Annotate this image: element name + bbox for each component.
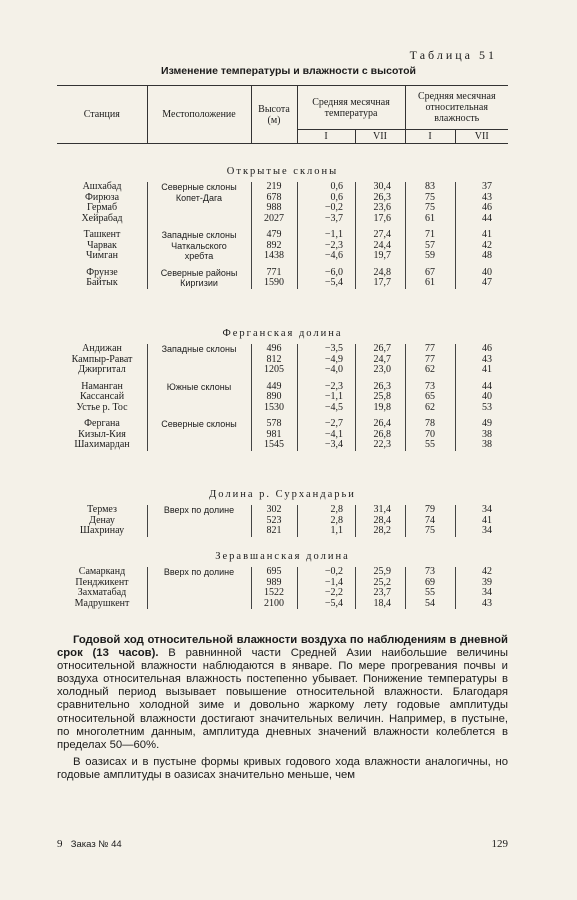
column-rule (455, 182, 456, 289)
table-title: Изменение температуры и влажности с высотой (161, 65, 416, 77)
paragraph-1 (57, 634, 508, 752)
cell-temp-jul: 28,2 (373, 525, 391, 536)
cell-location: Северные районы (160, 267, 238, 278)
cell-hum-jan: 69 (425, 576, 435, 588)
cell-temp-jul: 25,8 (373, 391, 391, 402)
column-rule (455, 344, 456, 451)
cell-height: 496 (266, 343, 282, 354)
cell-temp-jan: −1,1 (324, 229, 343, 240)
header-temperature: Средняя месячная температура (297, 86, 405, 130)
cell-station: Самарканд (78, 566, 126, 577)
cell-temp-jan: −2,7 (324, 418, 343, 429)
cell-height: 981 (266, 428, 282, 440)
cell-location (147, 526, 251, 537)
cell-temp-jan: −4,1 (324, 428, 343, 440)
cell-station: Гермаб (86, 202, 118, 213)
table-row (57, 403, 508, 414)
cell-temp-jul: 17,6 (373, 212, 391, 224)
cell-hum-jan: 83 (425, 181, 435, 192)
cell-hum-jul: 34 (482, 587, 492, 598)
cell-temp-jul: 28,4 (373, 514, 391, 526)
cell-height: 988 (266, 202, 282, 213)
cell-temp-jan: −4,6 (324, 250, 343, 261)
column-rule (355, 505, 356, 537)
cell-location (147, 392, 251, 403)
cell-height: 449 (266, 380, 282, 392)
table-row (57, 344, 508, 355)
cell-temp-jul: 27,4 (373, 229, 391, 240)
cell-temp-jan: −5,4 (324, 277, 343, 288)
cell-temp-jul: 25,9 (373, 566, 391, 577)
column-rule (297, 182, 298, 289)
cell-hum-jul: 40 (482, 391, 492, 402)
column-rule (405, 505, 406, 537)
cell-location (147, 578, 251, 589)
cell-height: 1522 (264, 587, 284, 598)
cell-temp-jan: −0,2 (324, 566, 343, 577)
cell-location (147, 516, 251, 527)
cell-hum-jul: 41 (482, 364, 492, 375)
cell-location: Вверх по долине (163, 505, 235, 515)
column-rule (251, 182, 252, 289)
cell-temp-jan: −5,4 (324, 597, 343, 609)
cell-station: Фирюза (84, 191, 120, 203)
cell-station: Андижан (82, 343, 122, 354)
cell-temp-jan: −2,2 (324, 587, 343, 598)
cell-hum-jan: 73 (425, 566, 435, 577)
cell-temp-jan: 2,8 (330, 504, 343, 515)
cell-temp-jan: −1,1 (324, 391, 343, 402)
cell-hum-jul: 41 (482, 514, 492, 526)
cell-temp-jan: 2,8 (330, 514, 343, 526)
cell-hum-jan: 77 (425, 343, 435, 354)
cell-height: 2027 (264, 212, 284, 224)
table-row (57, 230, 508, 241)
cell-temp-jan: −0,2 (324, 202, 343, 213)
cell-height: 771 (266, 266, 282, 278)
cell-temp-jul: 26,4 (373, 418, 391, 429)
cell-hum-jul: 46 (482, 202, 492, 213)
cell-hum-jul: 44 (482, 380, 492, 392)
table-section (57, 488, 508, 537)
cell-station: Наманган (81, 380, 123, 392)
paragraph-1-text: В равнинной части Средней Азии наибольшие величины относительной влажности наблюдаются в январе. По мере прогревания почвы и воздуха относительная влажность постепенно убывает. Понижение температуры в холодный период вызывает повышение относительной влажности. Благодаря сравнительно холодной зиме и довольно жаркому лету годовые амплитуды относительной влажности достигают значительных величин. Например, в пустыне, по многолетним данным, амплитуда дневных значений влажности колеблется в пределах 50—60%. (57, 647, 508, 751)
table-section (57, 327, 508, 451)
table-row (57, 278, 508, 289)
cell-hum-jan: 54 (425, 597, 435, 609)
cell-hum-jul: 41 (482, 229, 492, 240)
cell-hum-jul: 43 (482, 191, 492, 203)
cell-height: 523 (266, 514, 282, 526)
cell-hum-jan: 75 (425, 191, 435, 203)
cell-hum-jan: 62 (425, 401, 435, 413)
cell-height: 1438 (264, 250, 284, 261)
cell-location: Северные склоны (161, 419, 237, 429)
cell-temp-jan: −3,5 (324, 343, 343, 354)
cell-location (147, 430, 251, 441)
cell-station: Устье р. Тос (76, 401, 128, 413)
column-rule (147, 505, 148, 537)
cell-location (147, 203, 251, 214)
header-hum-jul: VII (455, 130, 508, 144)
header-temp-jan: I (297, 130, 355, 144)
table-section (57, 550, 508, 609)
cell-hum-jan: 71 (425, 229, 435, 240)
cell-height: 678 (266, 191, 282, 203)
header-hum-jan: I (405, 130, 455, 144)
cell-hum-jul: 42 (482, 566, 492, 577)
cell-location (147, 214, 251, 225)
cell-hum-jul: 48 (482, 250, 492, 261)
cell-temp-jul: 25,2 (373, 576, 391, 588)
cell-height: 2100 (264, 597, 284, 609)
header-humidity: Средняя месячная относительная влажность (405, 86, 508, 130)
cell-station: Ашхабад (82, 181, 122, 192)
table-row (57, 419, 508, 430)
cell-temp-jul: 24,4 (373, 239, 391, 251)
table-row (57, 440, 508, 451)
section-title: Открытые склоны (226, 166, 339, 177)
cell-hum-jan: 55 (425, 587, 435, 598)
cell-hum-jul: 44 (482, 212, 492, 224)
cell-location: Южные склоны (166, 381, 232, 392)
cell-temp-jan: −6,0 (324, 266, 343, 278)
cell-temp-jul: 26,3 (373, 191, 391, 203)
table-row (57, 599, 508, 610)
table-row (57, 505, 508, 516)
cell-hum-jan: 59 (425, 250, 435, 261)
cell-station: Пенджикент (75, 576, 129, 588)
cell-location (147, 355, 251, 366)
table-row (57, 588, 508, 599)
table-header (57, 85, 508, 144)
cell-station: Чимган (85, 250, 119, 261)
cell-location: Чаткальского (171, 240, 227, 251)
cell-hum-jan: 77 (425, 353, 435, 365)
header-temp-jul: VII (355, 130, 405, 144)
column-rule (251, 567, 252, 609)
cell-height: 989 (266, 576, 282, 588)
column-rule (455, 505, 456, 537)
cell-location: Вверх по долине (163, 567, 235, 577)
cell-station: Денау (89, 514, 115, 526)
header-location: Местоположение (147, 86, 251, 144)
cell-station: Кизыл-Кия (78, 428, 126, 440)
table-section (57, 165, 508, 289)
column-rule (297, 567, 298, 609)
cell-location: Копет-Дага (175, 192, 223, 203)
cell-station: Байтык (86, 277, 118, 288)
cell-hum-jul: 34 (482, 525, 492, 536)
cell-hum-jan: 67 (425, 266, 435, 278)
cell-hum-jul: 37 (482, 181, 492, 192)
cell-station: Шахринау (79, 525, 125, 536)
cell-location (147, 588, 251, 599)
cell-hum-jul: 43 (482, 353, 492, 365)
cell-hum-jul: 40 (482, 266, 492, 278)
table-row (57, 392, 508, 403)
cell-hum-jan: 57 (425, 239, 435, 251)
cell-location: Киргизии (180, 278, 218, 288)
cell-temp-jan: −3,4 (324, 439, 343, 450)
cell-hum-jan: 62 (425, 364, 435, 375)
page-footer (57, 838, 508, 850)
cell-hum-jul: 34 (482, 504, 492, 515)
cell-height: 812 (266, 353, 282, 365)
cell-temp-jul: 23,0 (373, 364, 391, 375)
cell-location (147, 403, 251, 414)
header-station: Станция (57, 86, 147, 144)
cell-station: Кампыр-Рават (71, 353, 133, 365)
cell-temp-jan: 1,1 (330, 525, 343, 536)
table-row (57, 516, 508, 527)
cell-location: Западные склоны (161, 230, 237, 240)
column-rule (297, 505, 298, 537)
cell-station: Мадрушкент (74, 597, 130, 609)
header-height: Высота (м) (251, 86, 297, 144)
cell-hum-jul: 43 (482, 597, 492, 609)
cell-height: 1545 (264, 439, 284, 450)
cell-temp-jul: 30,4 (373, 181, 391, 192)
cell-hum-jan: 70 (425, 428, 435, 440)
cell-height: 821 (266, 525, 282, 536)
cell-hum-jan: 74 (425, 514, 435, 526)
cell-location (147, 599, 251, 610)
cell-temp-jul: 23,6 (373, 202, 391, 213)
cell-temp-jan: −2,3 (324, 239, 343, 251)
cell-temp-jul: 26,3 (373, 380, 391, 392)
cell-station: Фергана (84, 418, 120, 429)
cell-location (147, 440, 251, 451)
table-row (57, 382, 508, 393)
cell-temp-jan: −4,0 (324, 364, 343, 375)
cell-station: Джиргитал (78, 364, 126, 375)
cell-hum-jan: 73 (425, 380, 435, 392)
cell-hum-jul: 46 (482, 343, 492, 354)
column-rule (147, 567, 148, 609)
cell-temp-jan: −4,9 (324, 353, 343, 365)
cell-hum-jul: 49 (482, 418, 492, 429)
cell-location (147, 365, 251, 376)
cell-temp-jul: 19,7 (373, 250, 391, 261)
table-row (57, 193, 508, 204)
cell-hum-jan: 78 (425, 418, 435, 429)
section-title: Долина р. Сурхандарьи (209, 489, 356, 500)
cell-location: хребта (184, 251, 214, 261)
cell-temp-jul: 22,3 (373, 439, 391, 450)
table-row (57, 214, 508, 225)
body-text (57, 634, 508, 782)
cell-hum-jul: 39 (482, 576, 492, 588)
cell-temp-jul: 24,7 (373, 353, 391, 365)
section-title: Ферганская долина (222, 328, 343, 339)
table-row (57, 526, 508, 537)
column-rule (405, 567, 406, 609)
cell-height: 302 (266, 504, 282, 515)
column-rule (251, 505, 252, 537)
cell-height: 578 (266, 418, 282, 429)
cell-height: 1590 (264, 277, 284, 288)
cell-height: 219 (266, 181, 282, 192)
cell-hum-jul: 38 (482, 439, 492, 450)
cell-height: 479 (266, 229, 282, 240)
cell-temp-jan: −1,4 (324, 576, 343, 588)
cell-temp-jul: 26,8 (373, 428, 391, 440)
cell-height: 890 (266, 391, 282, 402)
cell-hum-jul: 42 (482, 239, 492, 251)
cell-height: 1205 (264, 364, 284, 375)
cell-temp-jan: −4,5 (324, 401, 343, 413)
page-number: 129 (491, 838, 508, 850)
column-rule (147, 182, 148, 289)
table-row (57, 251, 508, 262)
cell-temp-jan: −3,7 (324, 212, 343, 224)
cell-temp-jan: 0,6 (330, 181, 343, 192)
cell-location: Северные склоны (161, 182, 237, 192)
cell-height: 695 (266, 566, 282, 577)
cell-station: Шахимардан (74, 439, 130, 450)
footer-signature: 9 Заказ № 44 (57, 838, 122, 850)
cell-hum-jan: 55 (425, 439, 435, 450)
cell-station: Захматабад (77, 587, 127, 598)
cell-hum-jan: 61 (425, 212, 435, 224)
cell-temp-jul: 23,7 (373, 587, 391, 598)
column-rule (147, 344, 148, 451)
table-row (57, 203, 508, 214)
column-rule (251, 344, 252, 451)
cell-location: Западные склоны (161, 344, 237, 354)
cell-station: Ташкент (83, 229, 121, 240)
cell-station: Чарвак (87, 239, 117, 251)
cell-hum-jan: 75 (425, 525, 435, 536)
paragraph-1-heading: Годовой ход относительной влажности воздуха по наблюдениям в дневной срок (13 часов). (57, 634, 508, 660)
cell-temp-jul: 26,7 (373, 343, 391, 354)
cell-temp-jul: 17,7 (373, 277, 391, 288)
cell-station: Термез (87, 504, 117, 515)
cell-temp-jan: 0,6 (330, 191, 343, 203)
cell-temp-jul: 24,8 (373, 266, 391, 278)
cell-temp-jan: −2,3 (324, 380, 343, 392)
cell-height: 892 (266, 239, 282, 251)
cell-height: 1530 (264, 401, 284, 413)
cell-temp-jul: 31,4 (373, 504, 391, 515)
column-rule (405, 182, 406, 289)
cell-hum-jan: 61 (425, 277, 435, 288)
cell-hum-jul: 53 (482, 401, 492, 413)
cell-station: Фрунзе (86, 266, 118, 278)
cell-temp-jul: 19,8 (373, 401, 391, 413)
table-row (57, 182, 508, 193)
column-rule (405, 344, 406, 451)
cell-hum-jan: 79 (425, 504, 435, 515)
paragraph-2: В оазисах и в пустыне формы кривых годового хода влажности аналогичны, но годовые амплитуды в оазисах значительно меньше, чем (57, 755, 508, 781)
table-number: Таблица 51 (409, 48, 497, 62)
table-row (57, 365, 508, 376)
cell-hum-jan: 65 (425, 391, 435, 402)
cell-hum-jul: 38 (482, 428, 492, 440)
table-row (57, 567, 508, 578)
section-title: Зеравшанская долина (215, 551, 350, 562)
cell-temp-jul: 18,4 (373, 597, 391, 609)
cell-hum-jan: 75 (425, 202, 435, 213)
cell-station: Хейрабад (81, 212, 123, 224)
column-rule (297, 344, 298, 451)
column-rule (355, 567, 356, 609)
cell-hum-jul: 47 (482, 277, 492, 288)
column-rule (355, 182, 356, 289)
column-rule (455, 567, 456, 609)
cell-station: Кассансай (79, 391, 125, 402)
column-rule (355, 344, 356, 451)
